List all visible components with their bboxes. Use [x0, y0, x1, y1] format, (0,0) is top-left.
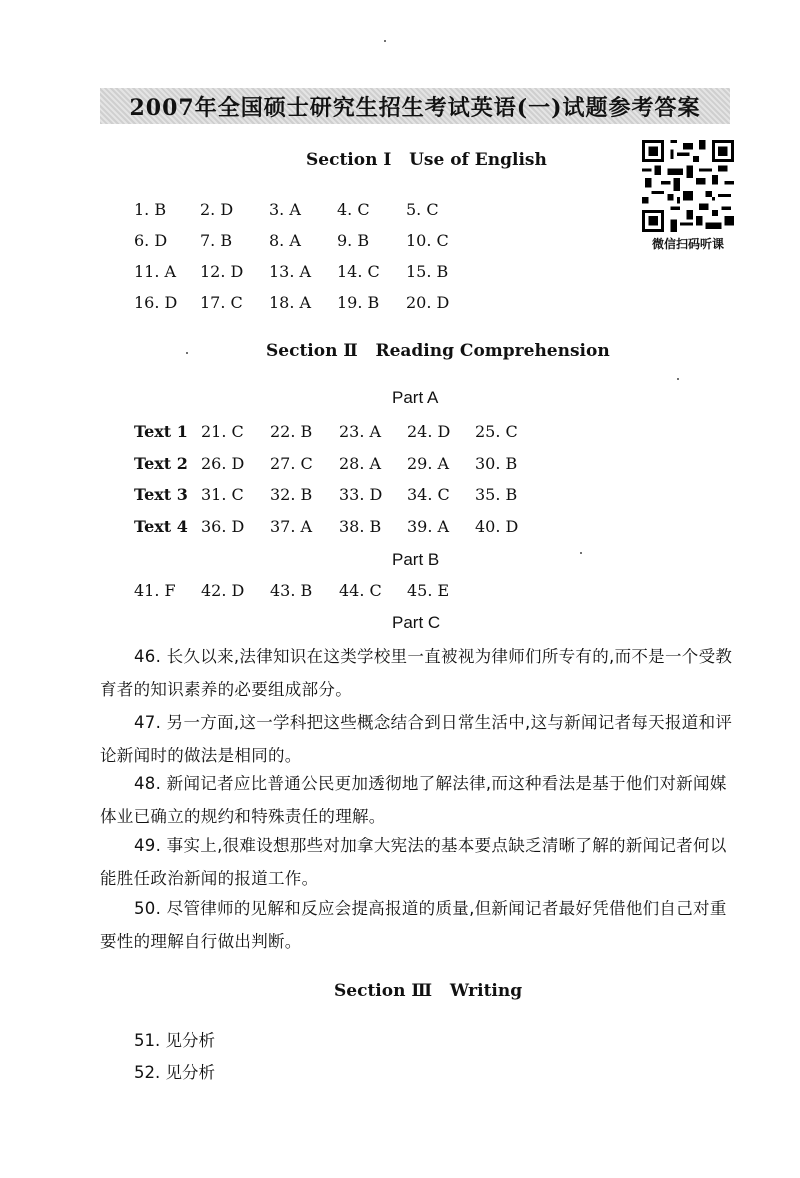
answer-item: 40. D — [475, 517, 519, 536]
answer-item: 35. B — [475, 485, 518, 504]
answer-item: 8. A — [269, 231, 301, 250]
answer-item: 34. C — [407, 485, 450, 504]
scan-speck — [677, 378, 679, 380]
answer-item: 18. A — [269, 293, 312, 312]
answer-row — [134, 581, 474, 605]
section-2-heading: Section Ⅱ Reading Comprehension — [266, 341, 610, 361]
answer-item: 26. D — [201, 454, 245, 473]
answer-item: 39. A — [407, 517, 450, 536]
scan-speck — [384, 40, 386, 42]
writing-answer: 52. 见分析 — [134, 1063, 215, 1082]
answer-item: 7. B — [200, 231, 233, 250]
scan-speck — [186, 352, 188, 354]
answer-item: 20. D — [406, 293, 450, 312]
answer-row — [134, 231, 474, 255]
answer-item: 30. B — [475, 454, 518, 473]
answer-item: 5. C — [406, 200, 439, 219]
part-a-label: Part A — [392, 388, 439, 407]
answer-item: 44. C — [339, 581, 382, 600]
text-label: Text 3 — [134, 485, 188, 504]
text-answer-row — [134, 454, 534, 478]
text-answer-row — [134, 485, 534, 509]
answer-item: 4. C — [337, 200, 370, 219]
answer-item: 24. D — [407, 422, 451, 441]
translation-paragraph: 50. 尽管律师的见解和反应会提高报道的质量,但新闻记者最好凭借他们自己对重要性的理解自行做出判断。 — [100, 899, 727, 951]
answer-item: 17. C — [200, 293, 243, 312]
answer-item: 12. D — [200, 262, 244, 281]
section-1-heading: Section Ⅰ Use of English — [306, 150, 547, 170]
section-3-heading: Section Ⅲ Writing — [334, 981, 523, 1001]
page-title: 2007年全国硕士研究生招生考试英语(一)试题参考答案 — [129, 94, 701, 121]
answer-item: 14. C — [337, 262, 380, 281]
answer-item: 25. C — [475, 422, 518, 441]
answer-item: 9. B — [337, 231, 370, 250]
translation-paragraph: 46. 长久以来,法律知识在这类学校里一直被视为律师们所专有的,而不是一个受教育者的知识素养的必要组成部分。 — [100, 647, 733, 699]
answer-item: 38. B — [339, 517, 382, 536]
answer-item: 15. B — [406, 262, 449, 281]
answer-item: 45. E — [407, 581, 450, 600]
answer-item: 42. D — [201, 581, 245, 600]
title-band — [100, 88, 730, 124]
scan-speck — [580, 552, 582, 554]
answer-item: 21. C — [201, 422, 244, 441]
answer-item: 13. A — [269, 262, 312, 281]
answer-item: 19. B — [337, 293, 380, 312]
translation-paragraph: 49. 事实上,很难设想那些对加拿大宪法的基本要点缺乏清晰了解的新闻记者何以能胜任政治新闻的报道工作。 — [100, 836, 727, 888]
text-answer-row — [134, 517, 534, 541]
answer-item: 41. F — [134, 581, 176, 600]
answer-item: 32. B — [270, 485, 313, 504]
answer-item: 29. A — [407, 454, 450, 473]
answer-item: 33. D — [339, 485, 383, 504]
answer-item: 22. B — [270, 422, 313, 441]
qr-code-icon — [642, 140, 734, 232]
answer-item: 2. D — [200, 200, 234, 219]
answer-row — [134, 293, 474, 317]
text-label: Text 2 — [134, 454, 188, 473]
answer-item: 6. D — [134, 231, 168, 250]
answer-item: 16. D — [134, 293, 178, 312]
translation-paragraph: 48. 新闻记者应比普通公民更加透彻地了解法律,而这种看法是基于他们对新闻媒体业已确立的规约和特殊责任的理解。 — [100, 774, 727, 826]
answer-item: 36. D — [201, 517, 245, 536]
answer-item: 23. A — [339, 422, 382, 441]
part-c-label: Part C — [392, 613, 441, 632]
answer-item: 11. A — [134, 262, 177, 281]
part-b-label: Part B — [392, 550, 440, 569]
answer-item: 31. C — [201, 485, 244, 504]
text-answer-row — [134, 422, 534, 446]
translation-paragraph: 47. 另一方面,这一学科把这些概念结合到日常生活中,这与新闻记者每天报道和评论新闻时的做法是相同的。 — [100, 713, 733, 765]
answer-item: 43. B — [270, 581, 313, 600]
answer-item: 3. A — [269, 200, 301, 219]
text-label: Text 1 — [134, 422, 188, 441]
answer-item: 28. A — [339, 454, 382, 473]
writing-answer: 51. 见分析 — [134, 1031, 215, 1050]
answer-item: 10. C — [406, 231, 449, 250]
answer-item: 1. B — [134, 200, 167, 219]
answer-row — [134, 200, 474, 224]
qr-caption: 微信扫码听课 — [651, 237, 724, 251]
text-label: Text 4 — [134, 517, 188, 536]
answer-row — [134, 262, 474, 286]
answer-item: 27. C — [270, 454, 313, 473]
answer-item: 37. A — [270, 517, 313, 536]
